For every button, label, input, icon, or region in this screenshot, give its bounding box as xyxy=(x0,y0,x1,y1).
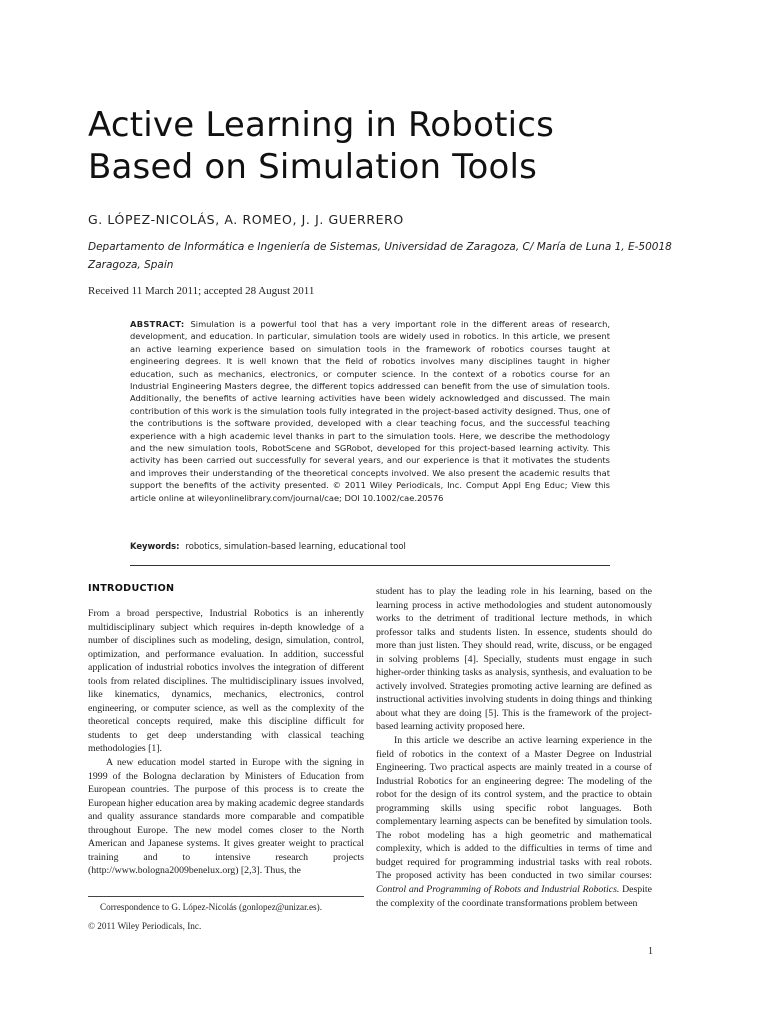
keywords-label: Keywords: xyxy=(130,541,180,551)
affiliation: Departamento de Informática e Ingeniería de Sistemas, Universidad de Zaragoza, C/ María de Luna 1, E-50018 Zaragoza, Spain xyxy=(88,241,672,271)
page-number: 1 xyxy=(648,946,653,957)
abstract-label: ABSTRACT: xyxy=(130,319,185,329)
paragraph: student has to play the leading role in his learning, based on the learning process in active methodologies and student autonomously works to the detriment of traditional lecture methods, in which professor talks and students listen. In essence, students should do more than just listen. They should read, write, discuss, or be engaged in solving problems [4]. Specially, students must engage in such higher-order thinking tasks as analysis, synthesis, and evaluation to be actively involved. Strategies promoting active learning are defined as instructional activities involving students in doing things and thinking about what they are doing [5]. This is the framework of the project-based learning activity proposed here. xyxy=(376,586,652,733)
correspondence-footnote: Correspondence to G. López-Nicolás (gonlopez@unizar.es). xyxy=(100,902,322,912)
section-heading-introduction: INTRODUCTION xyxy=(88,583,175,594)
abstract-divider xyxy=(130,565,610,566)
article-title xyxy=(88,104,688,188)
paragraph: From a broad perspective, Industrial Robotics is an inherently multidisciplinary subject which requires in-depth knowledge of a number of disciplines such as modeling, design, simulation, control, optimization, and performance evaluation. In addition, successful application of industrial robotics involves the integration of different tools from related disciplines. The multidisciplinary issues involved, like kinematics, dynamics, mechanics, electronics, control engineering, or computer science, as well as the complexity of the theoretical concepts required, make this discipline difficult for students to get deep understanding with classical teaching methodologies [1]. xyxy=(88,608,364,755)
abstract xyxy=(130,318,610,504)
paragraph-text: In this article we describe an active learning experience in the field of robotics in the context of a Master Degree on Industrial Engineering. Two practical aspects are mainly treated in a course of Industrial Robotics for an engineering degree: The modeling of the robot for the design of its control system, and the practice to obtain programming skills using specific robot languages. Both complementary learning aspects can be benefited by simulation tools. The robot modeling has a high geometric and mathematical complexity, which is added to the difficulties in terms of time and budget required for programming industrial tasks with real robots. The proposed activity has been conducted in two similar courses: xyxy=(376,735,652,882)
author-list: G. LÓPEZ-NICOLÁS, A. ROMEO, J. J. GUERRERO xyxy=(88,212,404,227)
abstract-text: Simulation is a powerful tool that has a very important role in the different areas of research, development, and education. In particular, simulation tools are widely used in robotics. In this article, we present an active learning experience based on simulation tools in the framework of robotics courses taught at engineering degrees. It is well known that the field of robotics involves many disciplines taught in higher education, such as mechanics, electronics, or computer science. In the context of a robotics course for an Industrial Engineering Masters degree, the different topics addressed can benefit from the use of simulation tools. Additionally, the benefits of active learning activities have been widely acknowledged and discussed. The main contribution of this work is the simulation tools fully integrated in the project-based activity designed. Thus, one of the contributions is the software provided, developed with a clear teaching focus, and the successful teaching experience with a high academic level thanks in part to the simulation tools. Here, we describe the methodology and the new simulation tools, RobotScene and SGRobot, developed for this project-based learning activity. This activity has been carried out successfully for several years, and our experience is that it motivates the students and improves their understanding of the theoretical concepts involved. We also present the academic results that support the benefits of the activity presented. © 2011 Wiley Periodicals, Inc. Comput Appl Eng Educ; View this article online at wileyonlinelibrary.com/journal/cae; DOI 10.1002/cae.20576 xyxy=(130,319,610,503)
paragraph xyxy=(376,734,652,910)
paragraph: A new education model started in Europe with the signing in 1999 of the Bologna declaration by Ministers of Education from European countries. The purpose of this process is to create the European higher education area by making academic degree standards and quality assurance standards more comparable and compatible throughout Europe. The new model comes closer to the North American and Japanese systems. It gives greater weight to practical training and to intensive research projects (http://www.bologna2009benelux.org) [2,3]. Thus, the xyxy=(88,757,364,877)
course-names: Control and Programming of Robots and Industrial Robotics. xyxy=(376,884,620,896)
title-line-1: Active Learning in Robotics xyxy=(88,105,555,145)
left-column xyxy=(88,607,364,878)
title-line-2: Based on Simulation Tools xyxy=(88,147,538,187)
received-dates: Received 11 March 2011; accepted 28 August 2011 xyxy=(88,285,315,297)
keywords-text: robotics, simulation-based learning, educational tool xyxy=(185,541,406,551)
copyright-notice: © 2011 Wiley Periodicals, Inc. xyxy=(88,921,202,931)
paragraph-text: Despite the complexity of the coordinate transformations problem between xyxy=(376,884,652,909)
footnote-divider xyxy=(88,896,364,897)
right-column xyxy=(376,585,652,910)
keywords xyxy=(130,541,610,551)
